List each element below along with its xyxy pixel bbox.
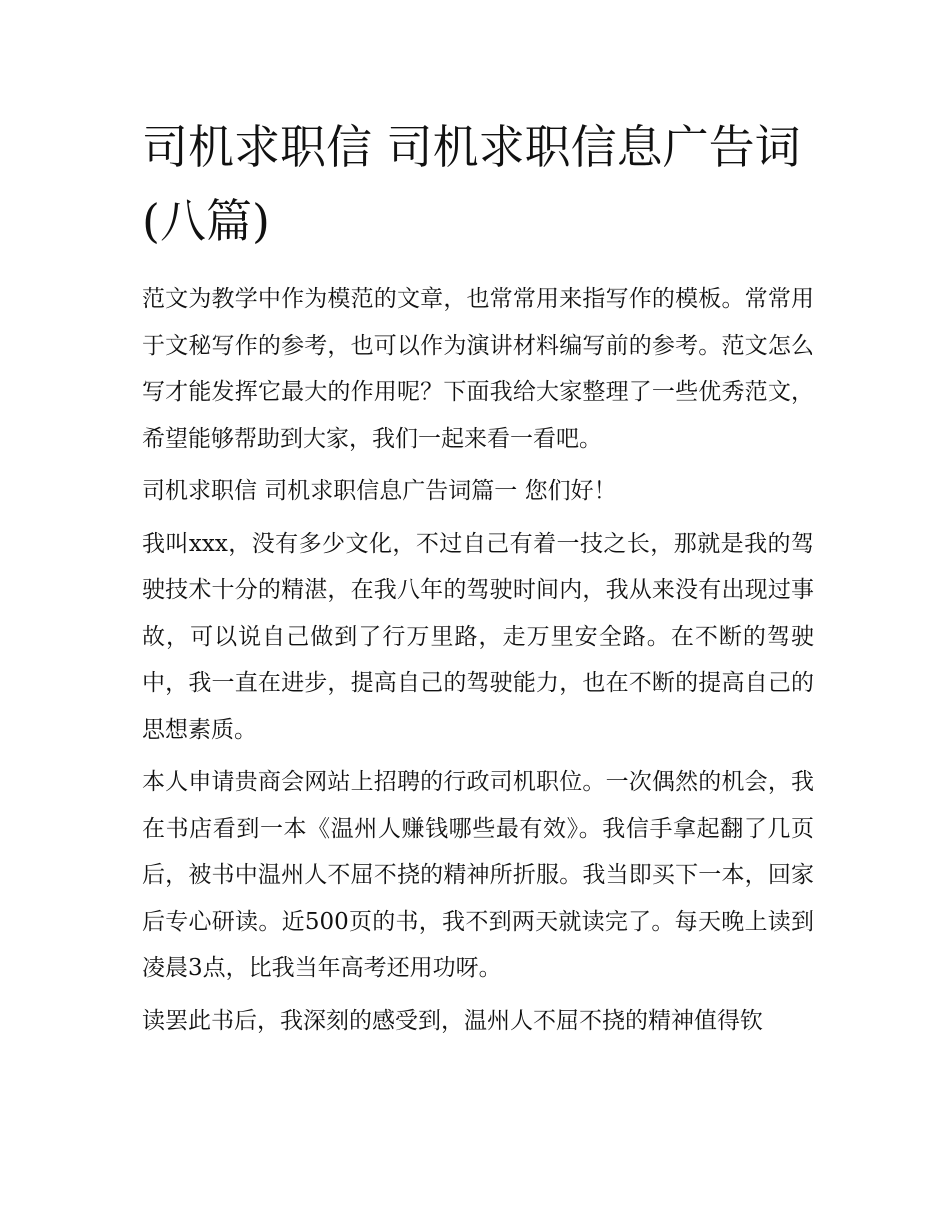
paragraph-reflection: 读罢此书后，我深刻的感受到，温州人不屈不挠的精神值得钦: [142, 1007, 763, 1034]
paragraph-application: 本人申请贵商会网站上招聘的行政司机职位。一次偶然的机会，我在书店看到一本《温州人赚钱哪些最有效》。我信手拿起翻了几页后，被书中温州人不屈不挠的精神所折服。我当即买下一本，回家后专心研读。近500页的书，我不到两天就读完了。每天晚上读到凌晨3点，比我当年高考还用功呀。: [142, 769, 814, 981]
document-title: 司机求职信 司机求职信息广告词(八篇): [142, 120, 801, 248]
document-body: [142, 276, 814, 1050]
paragraph-intro: 范文为教学中作为模范的文章，也常常用来指写作的模板。常常用于文秘写作的参考，也可以作为演讲材料编写前的参考。范文怎么写才能发挥它最大的作用呢？下面我给大家整理了一些优秀范文，希望能够帮助到大家，我们一起来看一看吧。: [142, 286, 814, 452]
paragraph-self-introduction: 我叫xxx，没有多少文化，不过自己有着一技之长，那就是我的驾驶技术十分的精湛，在我八年的驾驶时间内，我从来没有出现过事故，可以说自己做到了行万里路，走万里安全路。在不断的驾驶中，我一直在进步，提高自己的驾驶能力，也在不断的提高自己的思想素质。: [142, 530, 814, 743]
paragraph-heading-greeting: 司机求职信 司机求职信息广告词篇一 您们好！: [142, 478, 617, 504]
